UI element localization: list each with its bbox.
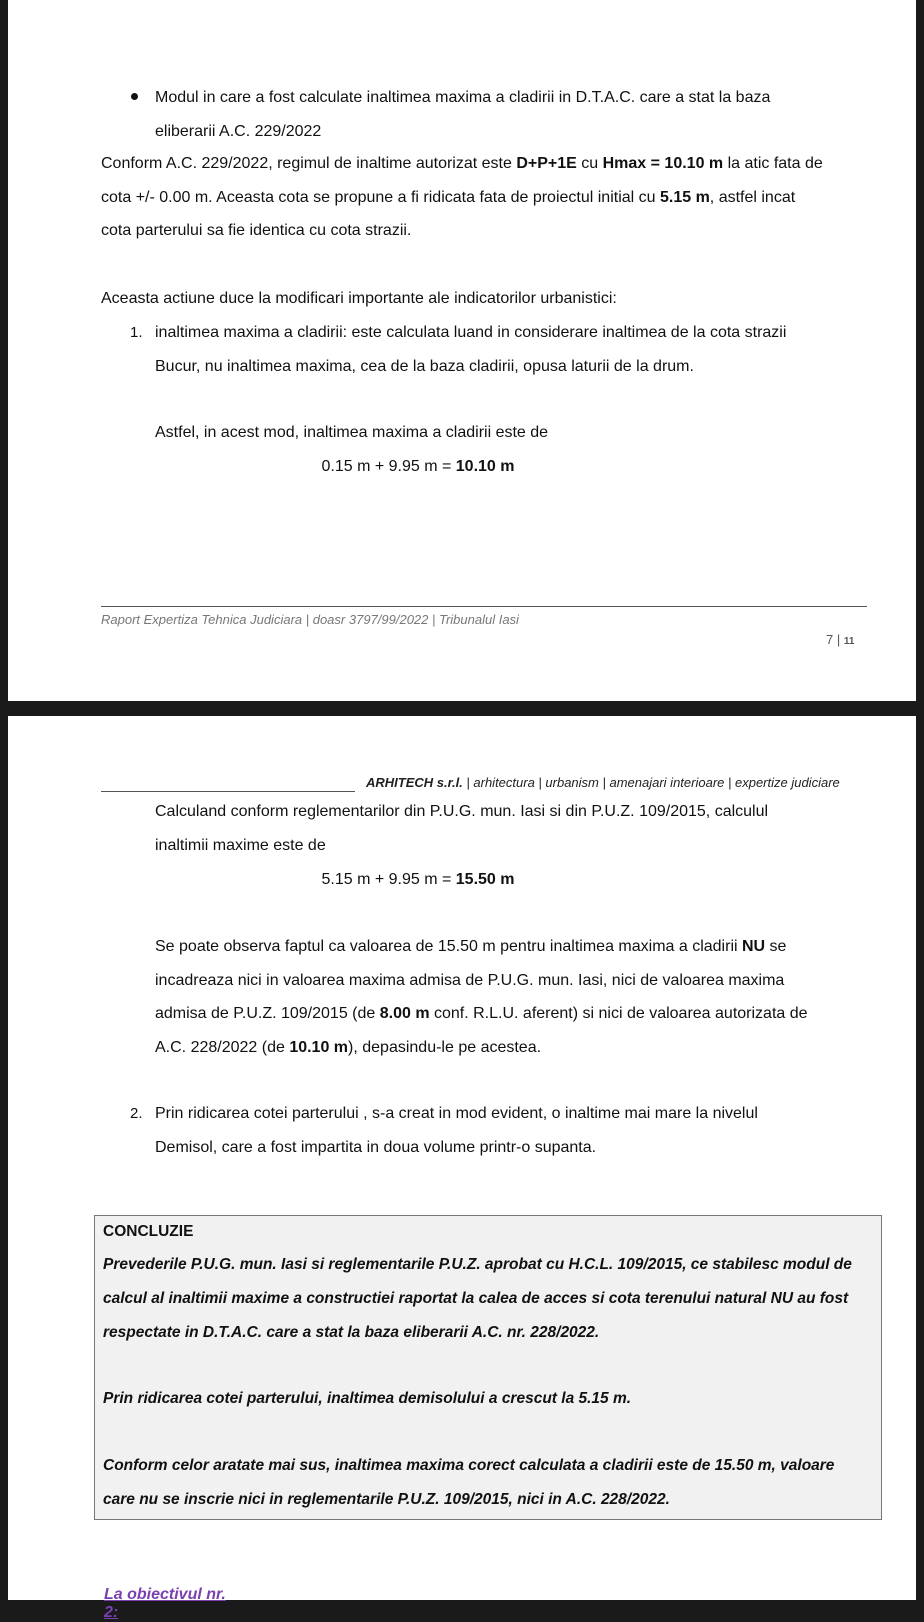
- text-run: , astfel incat: [709, 188, 796, 206]
- calc-line-2: inaltimii maxime este de: [155, 836, 326, 854]
- list-number-1: 1.: [130, 324, 143, 341]
- formula-expression: 0.15 m + 9.95 m =: [321, 458, 456, 475]
- bold-run: D+P+1E: [516, 155, 577, 172]
- footer-text: Raport Expertiza Tehnica Judiciara | doasr 3797/99/2022 | Tribunalul Iasi: [101, 612, 519, 627]
- text-run: cu: [576, 155, 603, 172]
- text-run: cota +/- 0.00 m. Aceasta cota se propune a fi ridicata fata de proiectul initial cu: [101, 188, 660, 206]
- text-run: Conform A.C. 229/2022, regimul de inaltime autorizat este: [101, 155, 517, 172]
- list-item-1: [155, 316, 865, 383]
- bold-run: 10.10 m: [289, 1038, 349, 1056]
- header-company: ARHITECH s.r.l.: [366, 775, 463, 790]
- formula-result: 10.10 m: [455, 458, 515, 475]
- header-rule: [101, 791, 355, 792]
- paragraph-observa: [155, 930, 865, 1064]
- conclusion-title: CONCLUZIE: [103, 1223, 194, 1240]
- page-header: [366, 775, 840, 790]
- calc-line-1: Calculand conform reglementarilor din P.U.G. mun. Iasi si din P.U.Z. 109/2015, calculul: [155, 803, 769, 820]
- conclusion-p1-line-3: respectate in D.T.A.C. care a stat la baza eliberarii A.C. nr. 228/2022.: [103, 1324, 600, 1341]
- formula-corect: [238, 863, 598, 897]
- text-run: cota parterului sa fie identica cu cota strazii.: [101, 222, 412, 239]
- conclusion-paragraph-2: Prin ridicarea cotei parterului, inaltimea demisolului a crescut la 5.15 m.: [103, 1390, 632, 1407]
- conclusion-paragraph-1: [103, 1248, 869, 1350]
- paragraph-calculand: [155, 795, 865, 862]
- page-number-current: 7: [826, 632, 834, 647]
- formula-result: 15.50 m: [455, 871, 515, 888]
- text-run: A.C. 228/2022 (de: [155, 1038, 290, 1056]
- cut-off-heading-text: La obiectivul nr. 2:: [104, 1586, 226, 1621]
- paragraph-modificari: Aceasta actiune duce la modificari importante ale indicatorilor urbanistici:: [101, 290, 617, 307]
- list-item-1-line-1: inaltimea maxima a cladirii: este calculata luand in considerare inaltimea de la cota strazii: [155, 324, 787, 341]
- document-page-8: [8, 716, 916, 1621]
- formula-initial: [238, 450, 598, 484]
- footer-rule: [101, 606, 867, 607]
- list-number-2: 2.: [130, 1105, 143, 1122]
- bold-run: NU: [742, 938, 766, 955]
- bullet-text: [155, 81, 865, 148]
- bold-run: 5.15 m: [659, 188, 710, 206]
- conclusion-p1-line-1: Prevederile P.U.G. mun. Iasi si reglementarile P.U.Z. aprobat cu H.C.L. 109/2015, ce stabilesc modul de: [103, 1256, 852, 1273]
- text-run: conf. R.L.U. aferent) si nici de valoarea autorizata de: [429, 1005, 808, 1022]
- bullet-icon: [131, 93, 138, 100]
- text-run: ), depasindu-le pe acestea.: [348, 1038, 542, 1056]
- header-tagline: | arhitectura | urbanism | amenajari interioare | expertize judiciare: [462, 775, 840, 790]
- text-run: incadreaza nici in valoarea maxima admisa de P.U.G. mun. Iasi, nici de valoarea maxima: [155, 971, 785, 989]
- formula-expression: 5.15 m + 9.95 m =: [321, 871, 456, 888]
- conclusion-p3-line-2: care nu se inscrie nici in reglementarile P.U.Z. 109/2015, nici in A.C. 228/2022.: [103, 1491, 670, 1508]
- bold-run: 8.00 m: [379, 1005, 430, 1022]
- document-page-7: [8, 0, 916, 701]
- conclusion-p1-line-2: calcul al inaltimii maxime a constructiei raportat la calea de acces si cota terenului natural NU au fost: [103, 1290, 849, 1307]
- list-item-2-line-2: Demisol, care a fost impartita in doua volume printr-o supanta.: [155, 1138, 597, 1156]
- text-run: admisa de P.U.Z. 109/2015 (de: [155, 1005, 380, 1022]
- cut-off-heading: [104, 1586, 244, 1621]
- bullet-line-1: Modul in care a fost calculate inaltimea maxima a cladirii in D.T.A.C. care a stat la baza: [155, 89, 771, 106]
- paragraph-ac-229: [101, 147, 865, 248]
- bold-run: Hmax = 10.10 m: [602, 155, 724, 172]
- conclusion-paragraph-3: [103, 1449, 869, 1517]
- bullet-line-2: eliberarii A.C. 229/2022: [155, 122, 322, 140]
- page-number: 7 | 11: [826, 632, 855, 647]
- text-run: la atic fata de: [723, 155, 823, 172]
- page-number-total: 11: [843, 636, 855, 647]
- conclusion-p3-line-1: Conform celor aratate mai sus, inaltimea maxima corect calculata a cladirii este de 15.50 m, valoare: [103, 1457, 835, 1474]
- list-item-2: [155, 1097, 865, 1164]
- list-item-2-line-1: Prin ridicarea cotei parterului , s-a creat in mod evident, o inaltime mai mare la nivelul: [155, 1105, 758, 1122]
- text-run: se: [765, 938, 787, 955]
- text-run: Se poate observa faptul ca valoarea de 15.50 m pentru inaltimea maxima a cladirii: [155, 938, 742, 955]
- paragraph-astfel: Astfel, in acest mod, inaltimea maxima a cladirii este de: [155, 424, 549, 441]
- list-item-1-line-2: Bucur, nu inaltimea maxima, cea de la baza cladirii, opusa laturii de la drum.: [155, 357, 694, 375]
- conclusion-box: [94, 1215, 882, 1520]
